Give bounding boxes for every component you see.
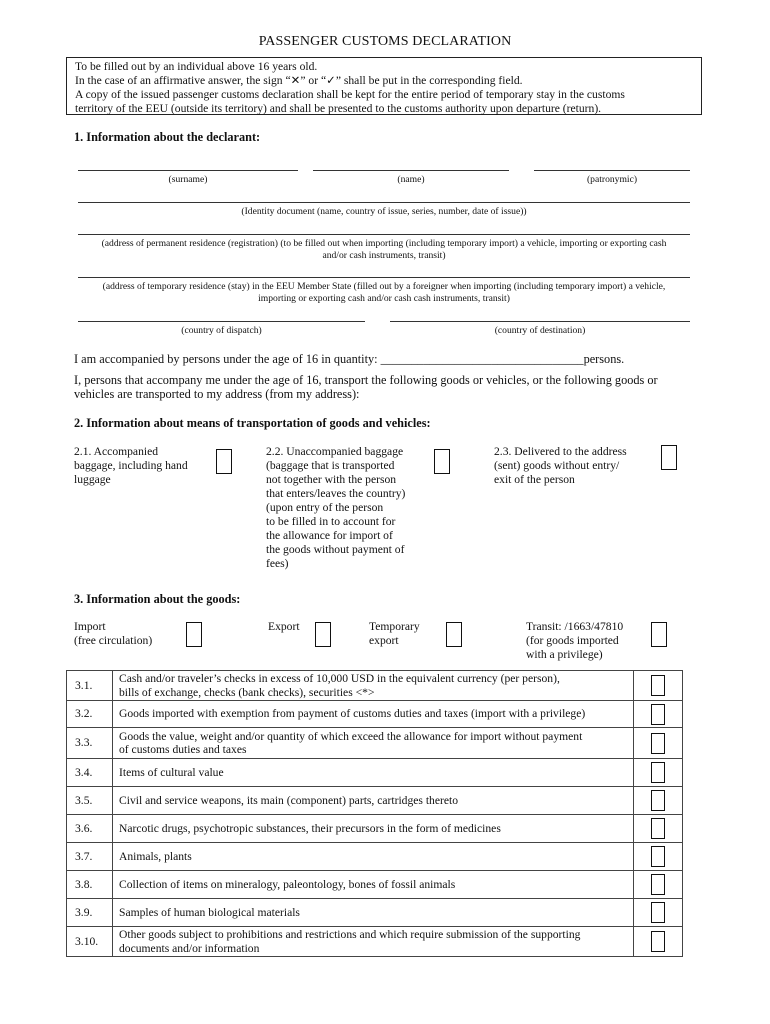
goods-row-checkbox-cell xyxy=(634,871,683,899)
goods-row-description xyxy=(113,871,634,899)
goods-row-description-line: Collection of items on mineralogy, paleontology, bones of fossil animals xyxy=(119,877,456,891)
goods-row-checkbox[interactable] xyxy=(651,874,665,895)
goods-table-row xyxy=(67,671,683,701)
option-text: (free circulation) xyxy=(74,634,153,647)
temporary-address-field[interactable] xyxy=(78,277,690,278)
goods-row-description-line: Goods the value, weight and/or quantity of which exceed the allowance for import without payment xyxy=(119,729,583,743)
goods-row-checkbox[interactable] xyxy=(651,704,665,725)
permanent-address-caption: (address of permanent residence (registration) (to be filled out when importing (including temporary import) a vehicle, importing or exporting cash xyxy=(101,238,667,249)
goods-table-row xyxy=(67,728,683,759)
goods-row-number: 3.8. xyxy=(67,871,113,899)
option-delivered-goods-label xyxy=(494,445,654,487)
import-label xyxy=(74,620,184,648)
goods-row-description-line: bills of exchange, checks (bank checks), securities <*> xyxy=(119,685,375,699)
goods-row-number: 3.1. xyxy=(67,671,113,701)
goods-row-checkbox[interactable] xyxy=(651,931,665,952)
option-unaccompanied-baggage-label xyxy=(266,445,431,571)
option-text: fees) xyxy=(266,557,289,570)
option-accompanied-baggage-label xyxy=(74,445,214,487)
option-text: (sent) goods without entry/ xyxy=(494,459,620,472)
goods-row-description-line: Narcotic drugs, psychotropic substances, their precursors in the form of medicines xyxy=(119,821,501,835)
goods-row-checkbox[interactable] xyxy=(651,733,665,754)
instructions-box xyxy=(66,57,702,115)
dispatch-caption: (country of dispatch) xyxy=(181,325,262,336)
goods-row-description-line: of customs duties and taxes xyxy=(119,743,247,756)
country-of-destination-field[interactable] xyxy=(390,321,690,322)
surname-field[interactable] xyxy=(78,170,298,171)
goods-row-number: 3.3. xyxy=(67,728,113,759)
goods-row-checkbox-cell xyxy=(634,787,683,815)
section1-heading: 1. Information about the declarant: xyxy=(74,130,261,144)
goods-row-number: 3.5. xyxy=(67,787,113,815)
name-field[interactable] xyxy=(313,170,509,171)
temporary-export-label xyxy=(369,620,449,648)
goods-row-description xyxy=(113,899,634,927)
option-text: (for goods imported xyxy=(526,634,619,647)
goods-row-description xyxy=(113,927,634,957)
option-text: Transit: /1663/47810 xyxy=(526,620,624,633)
section2-heading: 2. Information about means of transportation of goods and vehicles: xyxy=(74,416,431,430)
option-text: Temporary xyxy=(369,620,420,633)
accompanied-unit: persons. xyxy=(583,352,625,366)
accompanied-label: I am accompanied by persons under the age of 16 in quantity: xyxy=(74,352,378,366)
name-caption: (name) xyxy=(397,174,425,185)
patronymic-caption: (patronymic) xyxy=(586,174,638,185)
instruction-line: In the case of an affirmative answer, the sign “✕” or “✓” shall be put in the corresponding field. xyxy=(75,74,523,87)
option-text: export xyxy=(369,634,399,647)
goods-row-checkbox-cell xyxy=(634,759,683,787)
option-text: 2.2. Unaccompanied baggage xyxy=(266,445,404,458)
goods-row-description xyxy=(113,759,634,787)
temporary-address-caption: importing or exporting cash and/or cash cash instruments, transit) xyxy=(258,293,510,304)
option-text: exit of the person xyxy=(494,473,575,486)
destination-caption: (country of destination) xyxy=(494,325,586,336)
goods-row-checkbox-cell xyxy=(634,728,683,759)
goods-table xyxy=(66,670,683,957)
goods-table-row xyxy=(67,815,683,843)
patronymic-field[interactable] xyxy=(534,170,690,171)
goods-row-description-line: Animals, plants xyxy=(119,849,192,863)
section3-heading: 3. Information about the goods: xyxy=(74,592,241,606)
option-text: that enters/leaves the country) xyxy=(266,487,406,500)
temporary-address-caption: (address of temporary residence (stay) in the EEU Member State (filled out by a foreigner when importing (including temporary import) a vehicle, xyxy=(102,281,666,292)
goods-row-description-line: Cash and/or traveler’s checks in excess of 10,000 USD in the equivalent currency (per person), xyxy=(119,672,560,685)
goods-row-checkbox[interactable] xyxy=(651,818,665,839)
goods-table-row xyxy=(67,759,683,787)
page-title: PASSENGER CUSTOMS DECLARATION xyxy=(258,34,512,49)
goods-row-description xyxy=(113,728,634,759)
option-text: the goods without payment of xyxy=(266,543,405,556)
goods-row-checkbox[interactable] xyxy=(651,902,665,923)
goods-row-checkbox-cell xyxy=(634,927,683,957)
option-text: the allowance for import of xyxy=(266,529,393,542)
goods-row-checkbox-cell xyxy=(634,671,683,701)
goods-row-description xyxy=(113,787,634,815)
goods-row-number: 3.2. xyxy=(67,701,113,728)
instruction-line: A copy of the issued passenger customs declaration shall be kept for the entire period of temporary stay in the customs xyxy=(75,88,625,101)
identity-document-caption: (Identity document (name, country of issue, series, number, date of issue)) xyxy=(241,206,527,217)
goods-row-number: 3.6. xyxy=(67,815,113,843)
goods-row-checkbox-cell xyxy=(634,899,683,927)
goods-row-number: 3.9. xyxy=(67,899,113,927)
goods-row-description-line: Goods imported with exemption from payment of customs duties and taxes (import with a privilege) xyxy=(119,707,586,721)
goods-row-checkbox[interactable] xyxy=(651,762,665,783)
import-checkbox[interactable] xyxy=(186,622,202,647)
permanent-address-caption: and/or cash instruments, transit) xyxy=(322,250,446,261)
goods-row-description xyxy=(113,671,634,701)
transport-statement-line: I, persons that accompany me under the age of 16, transport the following goods or vehicles, or the following goods or xyxy=(74,373,658,387)
instruction-line: To be filled out by an individual above 16 years old. xyxy=(75,60,318,73)
option-text: with a privilege) xyxy=(526,648,603,661)
goods-row-description-line: Other goods subject to prohibitions and restrictions and which require submission of the supporting xyxy=(119,928,581,941)
goods-table-row xyxy=(67,701,683,728)
transport-statement-line: vehicles are transported to my address (from my address): xyxy=(74,387,360,401)
goods-row-description-line: Civil and service weapons, its main (component) parts, cartridges thereto xyxy=(119,793,459,807)
identity-document-field[interactable] xyxy=(78,202,690,203)
goods-row-description xyxy=(113,701,634,728)
option-text: to be filled in to account for xyxy=(266,515,396,528)
option-text: (baggage that is transported xyxy=(266,459,395,472)
goods-row-checkbox[interactable] xyxy=(651,846,665,867)
goods-row-description-line: documents and/or information xyxy=(119,941,260,955)
goods-table-row xyxy=(67,843,683,871)
delivered-goods-checkbox[interactable] xyxy=(661,445,677,470)
country-of-dispatch-field[interactable] xyxy=(78,321,365,322)
goods-row-description-line: Samples of human biological materials xyxy=(119,905,300,919)
instruction-line: territory of the EEU (outside its territory) and shall be presented to the customs authority upon departure (return). xyxy=(75,102,602,115)
transit-label xyxy=(526,620,646,662)
option-text: (upon entry of the person xyxy=(266,501,384,514)
goods-row-number: 3.7. xyxy=(67,843,113,871)
goods-table-row xyxy=(67,871,683,899)
export-label: Export xyxy=(268,620,300,633)
goods-row-description xyxy=(113,843,634,871)
option-text: baggage, including hand xyxy=(74,459,188,472)
option-text: not together with the person xyxy=(266,473,397,486)
option-text: luggage xyxy=(74,473,111,486)
goods-row-number: 3.10. xyxy=(67,927,113,957)
accompanied-quantity-field[interactable]: _________________________________ xyxy=(380,352,584,366)
goods-row-description xyxy=(113,815,634,843)
goods-row-checkbox[interactable] xyxy=(651,675,665,696)
surname-caption: (surname) xyxy=(168,174,208,185)
option-text: 2.3. Delivered to the address xyxy=(494,445,627,458)
transit-checkbox[interactable] xyxy=(651,622,667,647)
accompanied-persons-row xyxy=(74,352,624,367)
goods-row-checkbox-cell xyxy=(634,843,683,871)
goods-row-checkbox-cell xyxy=(634,701,683,728)
temporary-export-checkbox[interactable] xyxy=(446,622,462,647)
goods-table-row xyxy=(67,899,683,927)
option-text: Import xyxy=(74,620,106,633)
goods-table-row xyxy=(67,787,683,815)
option-text: 2.1. Accompanied xyxy=(74,445,159,458)
goods-row-checkbox[interactable] xyxy=(651,790,665,811)
export-checkbox[interactable] xyxy=(315,622,331,647)
goods-row-number: 3.4. xyxy=(67,759,113,787)
goods-row-checkbox-cell xyxy=(634,815,683,843)
unaccompanied-baggage-checkbox[interactable] xyxy=(434,449,450,474)
goods-table-row xyxy=(67,927,683,957)
goods-row-description-line: Items of cultural value xyxy=(119,765,224,779)
permanent-address-field[interactable] xyxy=(78,234,690,235)
accompanied-baggage-checkbox[interactable] xyxy=(216,449,232,474)
